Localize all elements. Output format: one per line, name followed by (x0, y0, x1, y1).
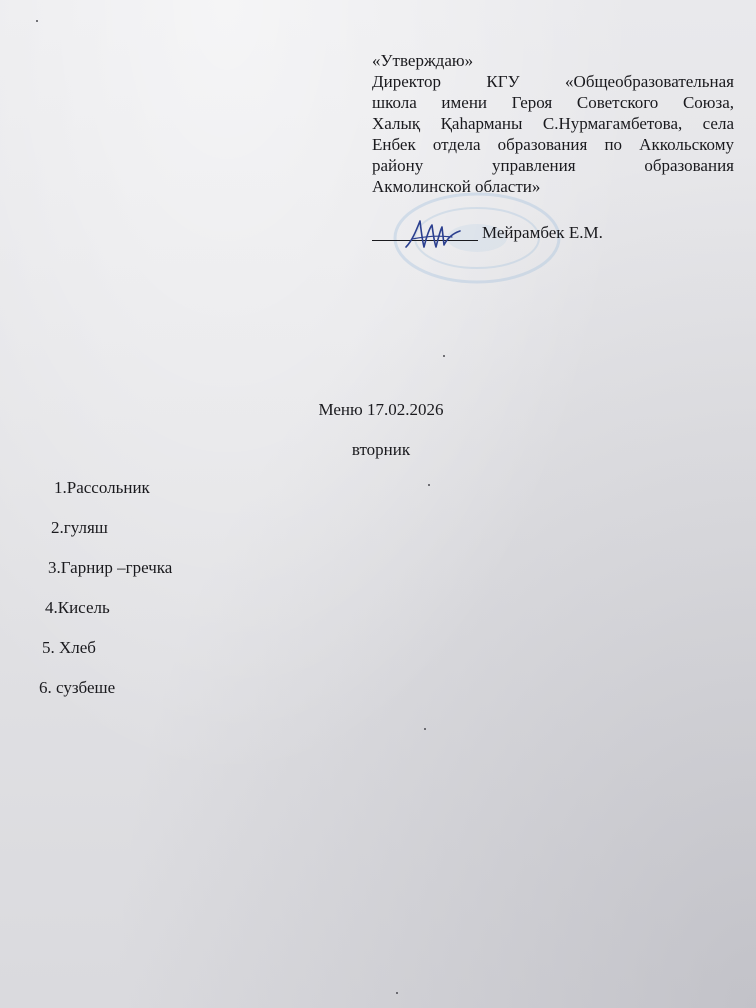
signature-row (372, 223, 732, 253)
paper-speck (396, 992, 398, 994)
paper-speck (428, 484, 430, 486)
signer-name: Мейрамбек Е.М. (482, 223, 603, 242)
menu-day: вторник (351, 440, 411, 459)
approval-line: школа имени Героя Советского Союза, (372, 93, 734, 112)
approval-block (372, 50, 734, 197)
menu-item: 4.Кисель (45, 598, 110, 617)
paper-speck (36, 20, 38, 22)
approval-heading: «Утверждаю» (372, 51, 474, 70)
approval-line: Директор КГУ «Общеобразовательная (372, 72, 734, 91)
paper-speck (443, 355, 445, 357)
menu-item: 2.гуляш (51, 518, 108, 537)
menu-item: 1.Рассольник (54, 478, 150, 497)
menu-item: 5. Хлеб (42, 638, 96, 657)
menu-item: 6. сузбеше (39, 678, 116, 697)
approval-line: Халық Қаһарманы С.Нурмагамбетова, села (372, 114, 734, 133)
approval-line: Акмолинской области» (372, 177, 541, 196)
menu-item: 3.Гарнир –гречка (48, 558, 173, 577)
menu-title: Меню 17.02.2026 (318, 400, 444, 419)
approval-line: Енбек отдела образования по Аккольскому (372, 135, 734, 154)
paper-speck (424, 728, 426, 730)
signature-mark (402, 217, 464, 251)
approval-line: району управления образования (372, 156, 734, 175)
